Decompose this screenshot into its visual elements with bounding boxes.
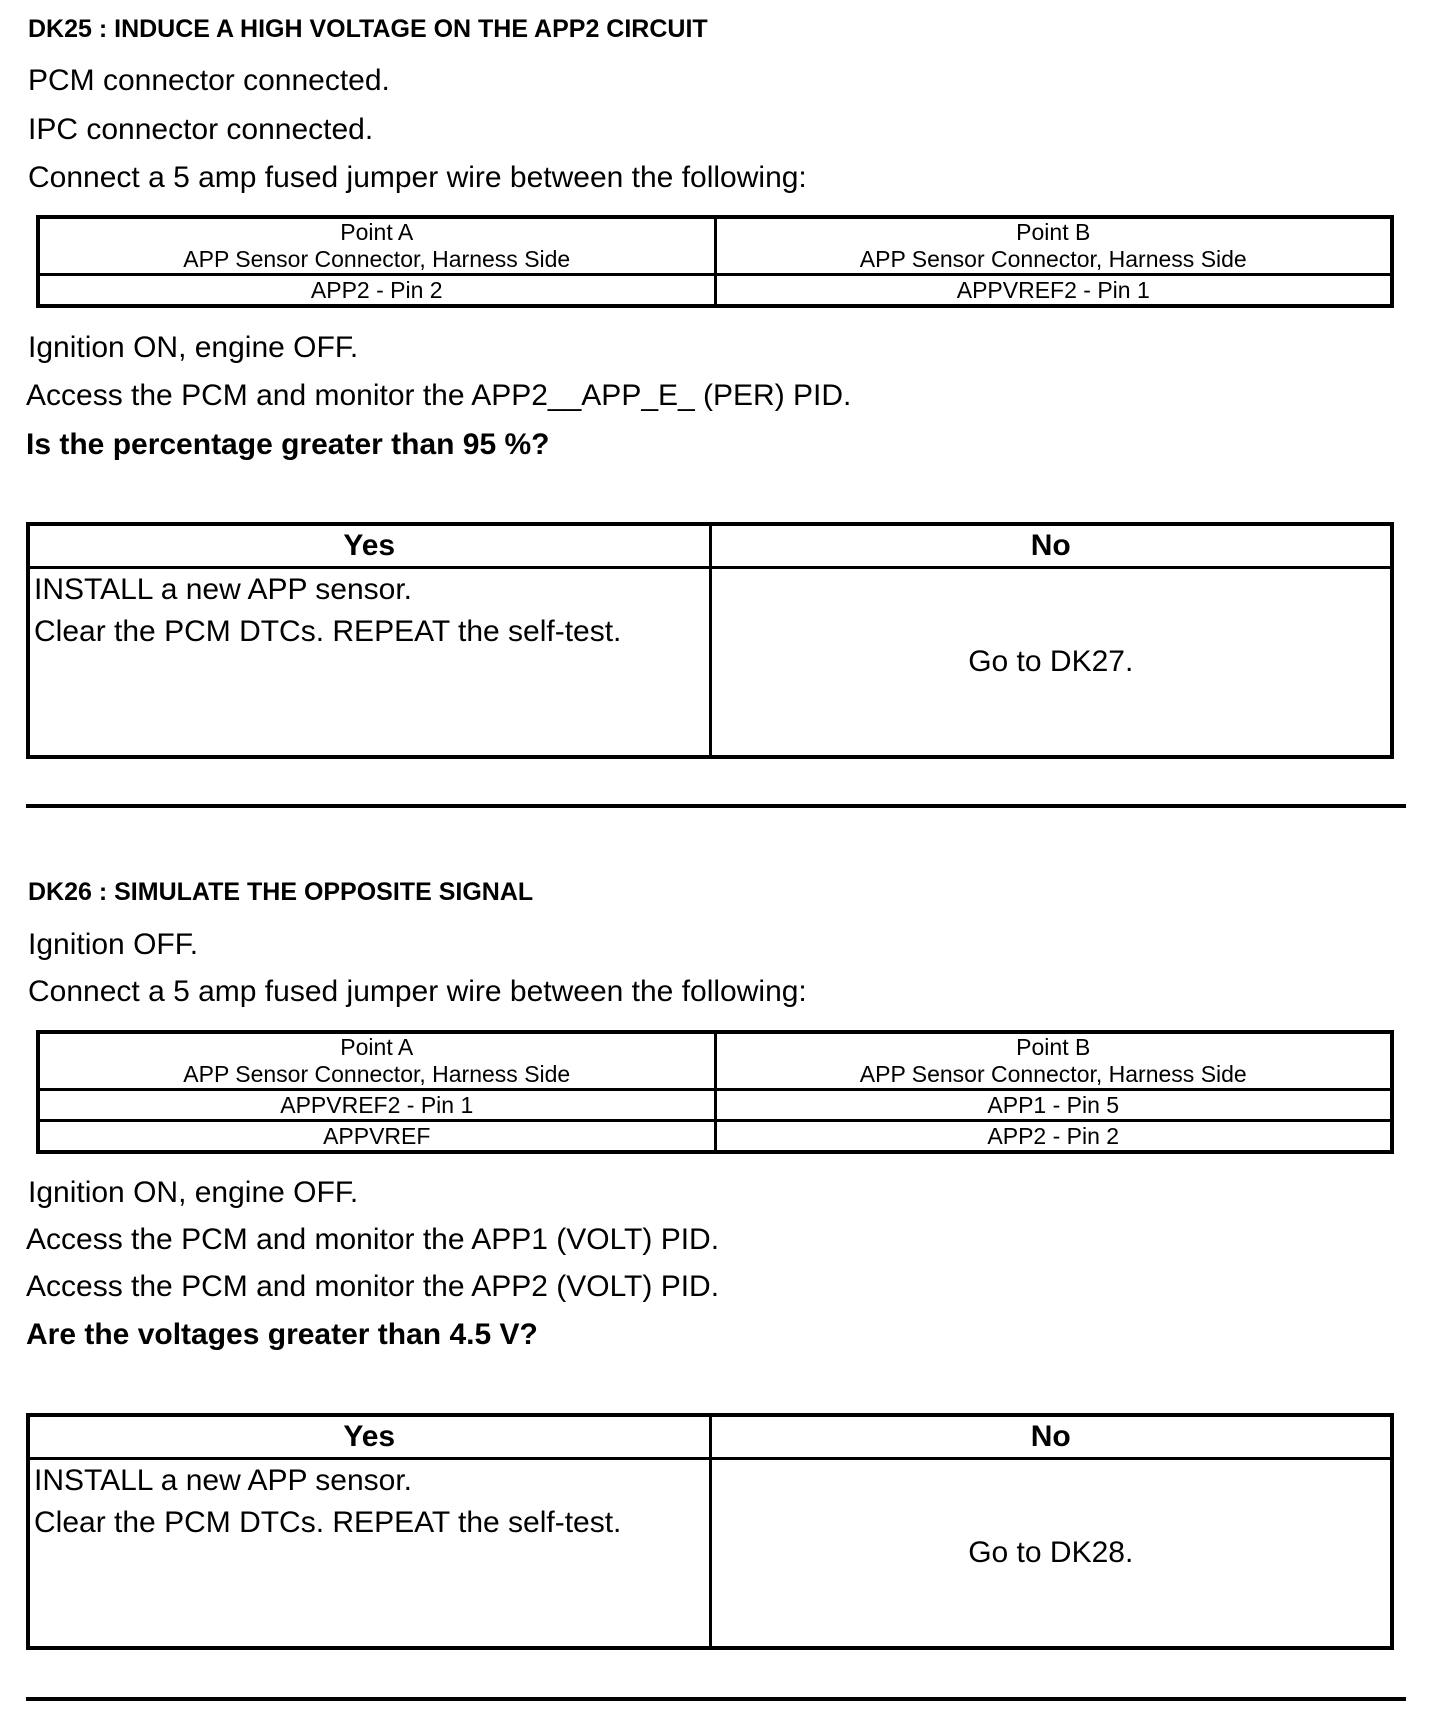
point-b-header xyxy=(715,217,1392,275)
dk26-result-table xyxy=(26,1413,1394,1650)
result-header-row xyxy=(28,524,1392,568)
dk25-title: DK25 : INDUCE A HIGH VOLTAGE ON THE APP2 CIRCUIT xyxy=(28,15,708,43)
dk26-step-ignition-on: Ignition ON, engine OFF. xyxy=(28,1176,359,1209)
point-b-connector: APP Sensor Connector, Harness Side xyxy=(859,246,1247,272)
point-b-connector: APP Sensor Connector, Harness Side xyxy=(859,1061,1247,1087)
dk25-result-table xyxy=(26,522,1394,759)
no-header: No xyxy=(710,524,1392,568)
point-b-pin: APP1 - Pin 5 xyxy=(715,1090,1392,1121)
point-b-pin: APP2 - Pin 2 xyxy=(715,1121,1392,1153)
yes-action xyxy=(28,1459,710,1649)
no-header: No xyxy=(710,1415,1392,1459)
dk25-jumper-table xyxy=(36,215,1394,308)
yes-action-line: Clear the PCM DTCs. REPEAT the self-test. xyxy=(34,1506,622,1539)
result-body-row xyxy=(28,568,1392,758)
point-a-pin: APP2 - Pin 2 xyxy=(38,275,715,307)
point-a-connector: APP Sensor Connector, Harness Side xyxy=(183,246,571,272)
table-row xyxy=(38,1090,1392,1121)
dk26-title: DK26 : SIMULATE THE OPPOSITE SIGNAL xyxy=(28,878,534,906)
point-b-label: Point B xyxy=(1016,1034,1091,1060)
section-divider xyxy=(26,1697,1406,1701)
yes-header: Yes xyxy=(28,1415,710,1459)
table-header-row xyxy=(38,1032,1392,1090)
table-header-row xyxy=(38,217,1392,275)
dk25-step-ignition-on: Ignition ON, engine OFF. xyxy=(28,331,359,364)
point-a-pin: APPVREF xyxy=(38,1121,715,1153)
dk25-step-ipc-connected: IPC connector connected. xyxy=(28,113,374,146)
dk26-step-connect-jumper: Connect a 5 amp fused jumper wire between the following: xyxy=(28,975,807,1008)
section-divider xyxy=(26,804,1406,808)
point-a-label: Point A xyxy=(340,219,414,245)
point-a-pin: APPVREF2 - Pin 1 xyxy=(38,1090,715,1121)
yes-action-line: INSTALL a new APP sensor. xyxy=(34,1464,412,1497)
no-action: Go to DK27. xyxy=(710,568,1392,758)
table-row xyxy=(38,275,1392,307)
dk25-step-monitor-pid: Access the PCM and monitor the APP2__APP_E_ (PER) PID. xyxy=(26,379,852,412)
dk26-jumper-table xyxy=(36,1030,1394,1154)
point-a-label: Point A xyxy=(340,1034,414,1060)
table-row xyxy=(38,1121,1392,1153)
point-b-pin: APPVREF2 - Pin 1 xyxy=(715,275,1392,307)
dk26-step-monitor-app2: Access the PCM and monitor the APP2 (VOLT) PID. xyxy=(26,1270,720,1303)
result-header-row xyxy=(28,1415,1392,1459)
dk26-step-monitor-app1: Access the PCM and monitor the APP1 (VOLT) PID. xyxy=(26,1223,720,1256)
result-body-row xyxy=(28,1459,1392,1649)
dk26-step-ignition-off: Ignition OFF. xyxy=(28,928,199,961)
dk25-question: Is the percentage greater than 95 %? xyxy=(26,428,550,461)
point-a-connector: APP Sensor Connector, Harness Side xyxy=(183,1061,571,1087)
yes-action-line: INSTALL a new APP sensor. xyxy=(34,573,412,606)
yes-header: Yes xyxy=(28,524,710,568)
no-action: Go to DK28. xyxy=(710,1459,1392,1649)
point-a-header xyxy=(38,1032,715,1090)
yes-action xyxy=(28,568,710,758)
yes-action-line: Clear the PCM DTCs. REPEAT the self-test. xyxy=(34,615,622,648)
point-b-header xyxy=(715,1032,1392,1090)
point-b-label: Point B xyxy=(1016,219,1091,245)
point-a-header xyxy=(38,217,715,275)
dk26-question: Are the voltages greater than 4.5 V? xyxy=(26,1318,538,1351)
dk25-step-connect-jumper: Connect a 5 amp fused jumper wire between the following: xyxy=(28,161,807,194)
dk25-step-pcm-connected: PCM connector connected. xyxy=(28,64,390,97)
